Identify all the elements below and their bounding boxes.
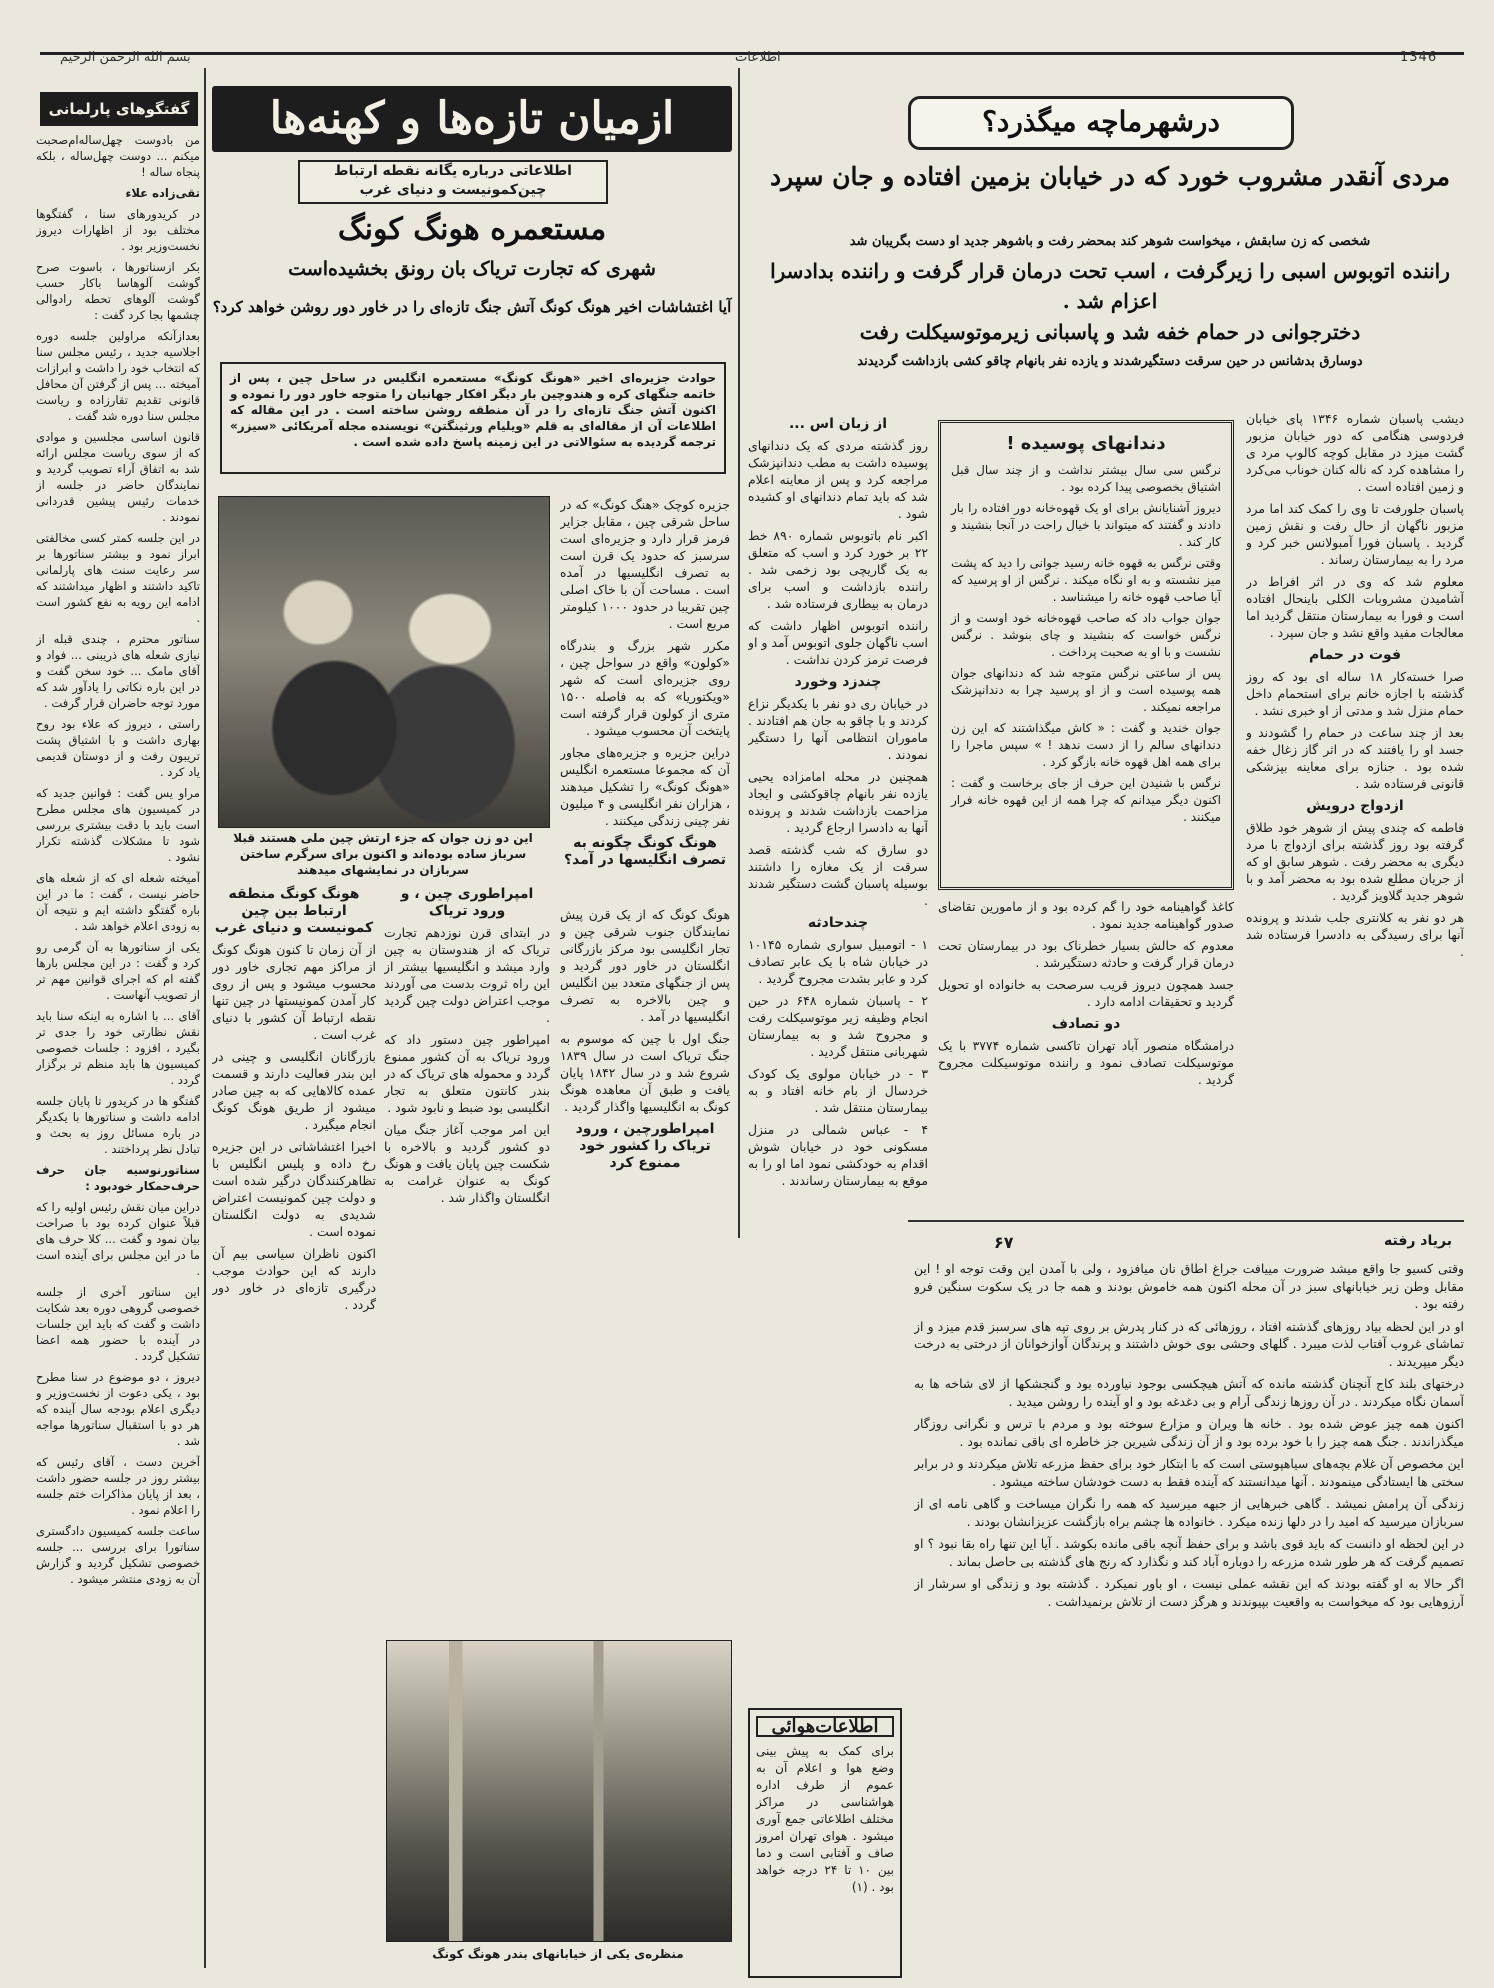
paragraph: این امر موجب آغاز جنگ میان دو کشور گردید و بالاخره با شکست چین پایان یافت و هونگ کونگ به عنوان غرامت به انگلستان واگذار شد .	[384, 1122, 550, 1205]
column-rule-2	[738, 68, 740, 1238]
hongkong-column-a	[560, 496, 730, 906]
paragraph: اکنون ناظران سیاسی بیم آن دارند که این حوادث موجب درگیری تازه‌ای در خاور دور گردد .	[212, 1246, 376, 1312]
paragraph: اکنون همه چیز عوض شده بود . خانه ها ویران و مزارع سوخته بود و مردم با ترس و نگرانی روزگار میگذراندند . جنگ همه چیز را با خود برده بود و از آن زندگی شیرین جز خاطره ای باقی نمانده بود .	[914, 1416, 1464, 1449]
subheading-marriage: ازدواج درویش	[1306, 798, 1404, 814]
city-column-2	[748, 410, 928, 1700]
sidebar-paragraph: در کریدورهای سنا ، گفتگوها مختلف بود از اظهارات دیروز نخست‌وزیر بود .	[36, 207, 200, 253]
paragraph: جوان جواب داد که صاحب قهوه‌خانه خود اوست و از نرگس خواست که بنشیند و چای بنوشد . نرگس نشست و با او به صحبت پرداخت .	[951, 611, 1221, 659]
paragraph: راننده اتوبوس اظهار داشت که اسب ناگهان جلوی اتوبوس آمد و او فرصت ترمز کردن نداشت .	[748, 618, 928, 667]
masthead-center-text: اطلاعات	[735, 50, 781, 65]
paragraph: فاطمه که چندی پیش از شوهر خود طلاق گرفته بود روز گذشته برای ازدواج با مرد دیگری به محضر رفت . شوهر سابق او که از جریان مطلع شده بود به محضر آمد و با شوهر جدید گلاویز گردید .	[1246, 820, 1464, 903]
masthead-right-text: 1346	[1400, 50, 1438, 65]
paragraph: امپراطور چین دستور داد که ورود تریاک به آن کشور ممنوع گردد و محموله های تریاک که در بندر کانتون متعلق به تجار انگلیسی بود ضبط و نابود شود .	[384, 1032, 550, 1115]
headline-ex-wife: شخصی که زن سابقش ، میخواست شوهر کند بمحضر رفت و باشوهر جدید او دست بگریبان شد	[849, 234, 1371, 249]
sidebar-paragraph: گفتگو ها در کریدور تا پایان جلسه ادامه داشت و سناتورها با یکدیگر در باره مسائل روز به بحث و تبادل نظر پرداختند .	[36, 1094, 200, 1156]
paragraph: دیروز آشنایانش برای او یک قهوه‌خانه دور افتاده را بار دادند و گفتند که میتواند با خیال راحت در آنجا بنشیند و کار کند .	[951, 501, 1221, 549]
subheading-emperor: امپراطورچین ، ورود تریاک را کشور خود ممنوع کرد	[575, 1121, 715, 1171]
subheading-incidents: چندحادثه	[807, 915, 869, 931]
sidebar-paragraph: راستی ، دیروز که علاء بود روح بهاری داشت و با اشتیاق پشت تریبون رفت و از دوستان قدیمی یاد کرد .	[36, 717, 200, 779]
paragraph: جسد همچون دیروز قریب سرصحت به خانواده او تحویل گردید و تحقیقات ادامه دارد .	[938, 977, 1234, 1009]
masthead-left-text: بسم الله الرحمن الرحیم	[60, 50, 191, 65]
article-lead-box: حوادث جزیره‌ای اخیر «هونگ کونگ» مستعمره انگلیس در ساحل چین ، پس از خاتمه جنگهای کره و هندوچین بار دیگر افکار جهانیان را متوجه خاور دور را نموده و اکنون آتش جنگ تازه‌ای را در آن منطقه روشن ساخته است . در این مقاله که اطلاعات آن از مقاله‌ای به قلم «ویلیام ورثینگتن» نویسنده مجله آمریکائی «سیزر» ترجمه گردیده به سئوالاتی در این زمینه پاسخ داده شده است .	[220, 362, 726, 474]
headline-thieves: دوسارق بدشانس در حین سرقت دستگیرشدند و یازده نفر بانهام چاقو کشی بازداشت گردیدند	[857, 354, 1363, 369]
paragraph: دو سارق که شب گذشته قصد سرقت از یک مغازه را داشتند بوسیله پاسبان گشت دستگیر شدند .	[748, 842, 928, 908]
paragraph: نرگس با شنیدن این حرف از جای برخاست و گفت : اکنون دیگر میدانم که چرا همه از این قهوه خانه فرار میکنند .	[951, 776, 1221, 824]
paragraph: بعد از چند ساعت در حمام را گشودند و جسد او را یافتند که در اثر گاز زغال خفه شده بود . جنازه برای معاینه بپزشکی قانونی فرستاده شد .	[1246, 725, 1464, 791]
paragraph: اگر حالا به او گفته بودند که این نقشه عملی نیست ، او باور نمیکرد . گذشته بود و زندگی او سرشار از آرزوهایی بود که میخواست به واقعیت بپیوندند و هرگز دست از تلاش برنمیداشت .	[914, 1576, 1464, 1609]
paragraph: روز گذشته مردی که یک دندانهای پوسیده داشت به مطب دندانپزشک مراجعه کرد و پس از معاینه اعلام شد که باید تمام دندانهای او کشیده شود .	[748, 438, 928, 521]
subheading-opium-entry: امپراطوری چین ، و ورود تریاک	[400, 886, 534, 919]
sidebar-paragraph: مراو یس گفت : قوانین جدید که در کمیسیون های مجلس مطرح است باید با دقت بیشتری بررسی شود تا مشکلات گذشته تکرار نشود .	[36, 786, 200, 864]
photo-caption-women-soldiers: این دو زن جوان که جزء ارتش چین ملی هستند قبلا سرباز ساده بوده‌اند و اکنون برای سرگرم ساختن سربازان در نمایشهای میدهند	[233, 831, 533, 877]
paragraph: هر دو نفر به کلانتری جلب شدند و پرونده آنها برای رسیدگی به دادسرا فرستاده شد .	[1246, 910, 1464, 959]
headline-drunk-man: مردی آنقدر مشروب خورد که در خیابان بزمین افتاده و جان سپرد	[769, 162, 1451, 191]
sidebar-paragraph: یکی از سناتورها به آن گرمی رو کرد و گفت : در این مجلس بارها گفته ام که اجرای قوانین مهم تر از تصویب آنهاست .	[36, 940, 200, 1002]
headline-girl-bath: دخترجوانی در حمام خفه شد و پاسبانی زیرموتوسیکلت رفت	[859, 320, 1361, 344]
paragraph: در خیابان ری دو نفر با یکدیگر نزاع کردند و با چاقو به جان هم افتادند . ماموران انتظامی آنها را دستگیر نمودند .	[748, 696, 928, 762]
sidebar-names: تقی‌زاده علاء	[125, 186, 200, 200]
sidebar-paragraph: این سناتور آخری از جلسه خصوصی گروهی دوره بعد شکایت داشت و گفت که باید این جلسات در آینده با حضور همه اعضا تشکیل گردد .	[36, 1285, 200, 1363]
paragraph: نرگس سی سال بیشتر نداشت و از چند سال قبل اشتیاق بخصوصی پیدا کرده بود .	[951, 463, 1221, 494]
hongkong-column-c	[212, 880, 376, 1970]
headline-bus-horse: راننده اتوبوس اسبی را زیرگرفت ، اسب تحت درمان قرار گرفت و راننده بدادسرا اعزام شد .	[770, 259, 1450, 313]
serial-title: بریاد رفته	[1384, 1233, 1452, 1249]
sidebar-paragraph: من بادوست چهل‌ساله‌ام‌صحبت میکنم ... دوست چهل‌ساله ، بلکه پنجاه ساله !	[36, 133, 200, 179]
paragraph: معلوم شد که وی در اثر افراط در آشامیدن مشروبات الکلی باینحال افتاده است و فورا به بیمارستان منتقل گردید اما معالجات مفید واقع نشد و جان سپرد .	[1246, 574, 1464, 640]
paragraph: صرا خسته‌کار ۱۸ ساله ای بود که روز گذشته با اجازه خانم برای استحمام داخل حمام منزل شد و مدتی از او خبری نشد .	[1246, 669, 1464, 718]
weather-info-box	[748, 1708, 902, 1978]
sidebar-paragraph: در این جلسه کمتر کسی مخالفتی ابراز نمود و بیشتر سناتورها بر سر رعایت سنت های پارلمانی تاکید داشتند و اظهار میداشتند که ادامه این رویه به نفع کشور است .	[36, 531, 200, 625]
rotten-teeth-title: دندانهای پوسیده !	[1006, 433, 1166, 454]
sidebar-paragraph: سناتور محترم ، چندی قبله از نیازی شعله های ذریبنی ... فواد و آقای مامک ... خود سخن گفت و در این باره نکاتی را یادآور شد که مورد توجه حاضران قرار گرفت .	[36, 632, 200, 710]
section-banner-old-and-new: ازمیان تازه‌ها و کهنه‌ها	[212, 86, 732, 152]
sidebar-paragraph: قانون اساسی مجلسین و موادی که از سوی ریاست مجلس ارائه شد به اتفاق آراء تصویب گردید و نمایندگان حاضر در جلسه از خدمات رئیس پیشین قدردانی نمودند .	[36, 430, 200, 524]
sidebar-paragraph: آخرین دست ، آقای رئیس که بیشتر روز در جلسه حضور داشت ، بعد از پایان مذاکرات ختم جلسه را اعلام نمود .	[36, 1455, 200, 1517]
paragraph: جوان خندید و گفت : « کاش میگذاشتند که این زن دندانهای سالم را از دست ندهد ! » سپس ماجرا را برای همه اهل قهوه خانه بازگو کرد .	[951, 721, 1221, 769]
rotten-teeth-box	[938, 420, 1234, 890]
paragraph: وقتی کسیو جا واقع میشد ضرورت مییافت جراغ اطاق نان‌ میافزود ، ولی با آمدن این وقت توجه او ! این مقابل وطن زیر خیابانهای سبز در آن محله اکنون همه خاموش بودند و همه جا در یک سکوت سنگین فرو رفته بود .	[914, 1261, 1464, 1311]
section-banner-city-news: درشهرماچه میگذرد؟	[908, 96, 1294, 150]
sidebar-banner: گفتگوهای پارلمانی	[40, 92, 198, 126]
photo-hongkong-street	[386, 1640, 732, 1942]
article-kicker-box: اطلاعاتی درباره یگانه نقطه ارتباط چین‌کمونیست و دنیای غرب	[298, 160, 608, 204]
hongkong-column-b	[384, 880, 550, 1630]
paragraph: ۳ - در خیابان مولوی یک کودک خردسال از بام خانه افتاد و به بیمارستان منتقل شد .	[748, 1066, 928, 1115]
sidebar-column	[36, 132, 200, 1972]
sidebar-paragraph: آقای ... با اشاره به اینکه سنا باید نقش نظارتی خود را جدی تر بگیرد ، افزود : جلسات خصوصی کمیسیون ها باید منظم تر برگزار گردد .	[36, 1009, 200, 1087]
paragraph: زندگی آن پرامش نمیشد . گاهی خبرهایی از جبهه میرسید که همه را نگران میساخت و گاهی نامه ای از سربازان میرسید که امید را در دلها زنده میکرد . خانواده ها چشم براه بازگشت عزیزانشان بودند .	[914, 1496, 1464, 1529]
city-column-1	[1246, 410, 1464, 1210]
paragraph: کاغذ گواهینامه خود را گم کرده بود و از مامورین تقاضای صدور گواهینامه جدید نمود .	[938, 899, 1234, 931]
city-column-3	[938, 898, 1234, 1214]
paragraph: ۴ - عباس شمالی در منزل مسکونی خود در خیابان شوش اقدام به خودکشی نمود اما او را به موقع به بیمارستان رساندند .	[748, 1122, 928, 1188]
paragraph: معدوم که حالش بسیار خطرناک بود در بیمارستان تحت درمان قرار گرفت و حادثه دستگیرشد .	[938, 938, 1234, 970]
paragraph: ۱ - اتومبیل سواری شماره ۱۰۱۴۵ در خیابان شاه با یک عابر تصادف کرد و عابر بشدت مجروح گردید .	[748, 937, 928, 986]
paragraph: دراین جزیره و جزیره‌های مجاور آن که مجموعا مستعمره انگلیس «هونگ کونگ» را تشکیل میدهند ، هزاران نفر انگلیسی و ۴ میلیون نفر چینی زندگی میکنند .	[560, 745, 730, 828]
subheading-death-bath: فوت در حمام	[1309, 647, 1401, 663]
article-headline-hongkong: مستعمره هونگ کونگ	[337, 212, 607, 247]
paragraph: اکبر نام باتوبوس شماره ۸۹۰ خط ۲۲ بر خورد کرد و اسب که متعلق به یک گاریچی بود زخمی شد . راننده بازداشت و اسب برای درمان به بیطاری فرستاده شد .	[748, 528, 928, 611]
subheading-how-taken: هونگ کونگ چگونه به تصرف انگلیسها در آمد؟	[564, 835, 726, 868]
sidebar-paragraph: بعدازآنکه مراولین جلسه دوره اجلاسیه جدید ، رئیس مجلس سنا که انتخاب خود را داشت و ابرازات آمیخته ... پس از گرفتن آن محافل قانونی تقدیم تقارزاده و ریاست مجلس سنا دوره شد گفت .	[36, 329, 200, 423]
paragraph: او در این لحظه بیاد روزهای گذشته افتاد ، روزهائی که در کنار پدرش بر روی تپه های سرسبز قدم میزد و از تماشای غروب آفتاب لذت میبرد . گلهای وحشی بوی خوش داشتند و پرندگان آوازخوانان از درختی به درخت دیگر میپریدند .	[914, 1318, 1464, 1369]
sidebar-paragraph: بکر ازسناتورها ، باسوت صرح گوشت آلوهاسا باکار حسب گوشت آلوهای تحطه رادوالی چشمها بجا کرد گفت :	[36, 260, 200, 322]
paragraph: وقتی نرگس به قهوه خانه رسید جوانی را دید که پشت میز نشسته و به او نگاه میکند . نرگس از او پرسید که آیا صاحب قهوه خانه را میشناسد .	[951, 556, 1221, 604]
bottom-section-rule	[908, 1220, 1464, 1222]
paragraph: همچنین در محله امامزاده یحیی یازده نفر بانهام چاقوکشی و ایجاد مزاحمت بازداشت شدند و پرونده آنها به دادسرا ارجاع گردید .	[748, 769, 928, 835]
sidebar-paragraph: آمیخته شعله ای که از شعله های حاضر نیست ، گفت : ما در این باره گفتگو داشته ایم و نتیجه آن به زودی اعلام خواهد شد .	[36, 871, 200, 933]
paragraph: ۲ - پاسبان شماره ۶۴۸ در حین انجام وظیفه زیر موتوسیکلت رفت و مجروح شد و به بیمارستان شهربانی منتقل گردید .	[748, 993, 928, 1059]
paragraph: دیشب پاسبان شماره ۱۳۴۶ پای خیابان فردوسی هنگامی که دور خیابان مزبور گشت میزد در مقابل کوچه کالوپ مرد ی را مشاهده کرد که ناله کنان خوناب می‌کرد و زمین افتاده است .	[1246, 411, 1464, 494]
photo-two-women-soldiers	[218, 496, 550, 828]
paragraph: در این لحظه او دانست که باید قوی باشد و برای حفظ آنچه باقی مانده بکوشد . آیا این تنها راه بقا نبود ؟ او تصمیم گرفت که هر طور شده مزرعه را دوباره آباد کند و نگذارد که رنج های گذشته بی حاصل بماند .	[914, 1536, 1464, 1569]
subheading-fights: چندزد وخورد	[794, 674, 882, 690]
hongkong-column-a2	[560, 906, 730, 1436]
sidebar-paragraph: دراین میان نقش رئیس‌ اولیه را که قبلاً عنوان کرده بود با صراحت بیان نمود و گفت ... کلا حرف های ما در این مجلس برای آینده است .	[36, 1200, 200, 1278]
paragraph: جنگ اول با چین که موسوم به جنگ تریاک است در سال ۱۸۳۹ شروع شد و در سال ۱۸۴۲ پایان یافت و طبق آن معاهده هونگ کونگ به انگلیسیها واگذار گردید .	[560, 1031, 730, 1114]
paragraph: پاسبان جلورفت تا وی را کمک کند اما مرد مزبور ناگهان از حال رفت و نقش زمین گردید . پاسبان فورا آمبولانس خبر کرد و مرد را به بیمارستان رساند .	[1246, 501, 1464, 567]
subheading-link-point: هونگ کونگ منطقه ارتباط بین چین کمونیست و دنیای غرب	[214, 886, 374, 936]
subheading-from-tongue: از زبان اس ...	[788, 416, 888, 432]
sidebar-paragraph: ساعت جلسه کمیسیون دادگستری سناتورا برای بررسی ... جلسه خصوصی تشکیل گردید و گزارش آن به زودی منتشر میشود .	[36, 1524, 200, 1586]
sidebar-paragraph: سناتورنوسیه جان حرف‌ حرف‌حمکار خودبود :	[36, 1163, 200, 1193]
photo-caption-street: منظره‌ی یکی از خیابانهای بندر هونگ کونگ	[432, 1947, 684, 1961]
paragraph: جزیره کوچک «هنگ کونگ» که در ساحل شرقی چین ، مقابل جزایر فرمز قرار دارد و جزیره‌ای است سرسبز که حدود یک قرن است به تصرف انگلیسیها در آمده است . مساحت آن با خاک اصلی چین تقریبا در حدود ۱۰۰۰ کیلومتر مربع است .	[560, 497, 730, 631]
serial-story-column	[914, 1260, 1464, 1972]
paragraph: درامشگاه منصور آباد تهران تاکسی شماره ۳۷۷۴ با یک موتوسیکلت تصادف نمود و راننده موتوسیکلت مجروح گردید .	[938, 1038, 1234, 1087]
paragraph: این مخصوص آن غلام بچه‌های سیاهپوستی است که با ابتکار خود برای حفظ مزرعه تلاش میکردند و در برابر سختی ها ایستادگی مینمودند . آنها میدانستند که آینده فقط به دست خودشان ساخته میشود .	[914, 1456, 1464, 1489]
article-question-headline: آیا اغتشاشات اخیر هونگ کونگ آتش جنگ تازه‌ای را در خاور دور روشن خواهد کرد؟	[212, 298, 732, 316]
paragraph: مکرر شهر بزرگ و بندرگاه «کولون» واقع در سواحل چین ، روی جزیره‌ای است که شهر «ویکتوریا» که به فاصله ۱۵۰۰ متری از کولون قرار گرفته است پایتخت آن محسوب میشود .	[560, 638, 730, 738]
weather-info-text: برای کمک به پیش بینی وضع هوا و اعلام آن به عموم از طرف اداره هواشناسی در مراکز مختلف اطلاعاتی جمع آوری میشود . هوای تهران امروز صاف و آفتابی است و دما بین ۱۰ تا ۲۴ درجه خواهد بود . (۱)	[756, 1744, 894, 1894]
sidebar-paragraph: دیروز ، دو موضوع در سنا مطرح بود ، یکی دعوت از نخست‌وزیر و دیگری اعلام بودجه سال آینده که هر دو با استقبال سناتورها مواجه شد .	[36, 1370, 200, 1448]
weather-info-title: اطلاعات‌هوائی	[756, 1716, 894, 1737]
subheading-two-accidents: دو تصادف	[1051, 1016, 1121, 1032]
paragraph: بازرگانان انگلیسی و چینی در این بندر فعالیت دارند و قسمت عمده کالاهایی که به چین صادر میشود از طریق هونگ کونگ انجام میگیرد .	[212, 1049, 376, 1132]
article-subheadline-opium: شهری که تجارت تریاک بان رونق بخشیده‌است	[288, 258, 656, 280]
paragraph: درختهای بلند کاج آنچنان گذشته مانده که آتش هیچکسی بوجود نیاورده بود و گنجشکها از لای شاخه ها به آسمان نگاه میکردند . در آن روزها زندگی آرام و بی دغدغه بود و او آینده را روشن میدید .	[914, 1376, 1464, 1409]
paragraph: پس از ساعتی نرگس متوجه شد که دندانهای جوان همه پوسیده است و از او پرسید چرا به دندانپزشک مراجعه نمیکند .	[951, 666, 1221, 714]
paragraph: اخیرا اغتشاشاتی در این جزیره رخ داده و پلیس انگلیس با تظاهرکنندگان درگیر شده است و دولت چین کمونیست اعتراض شدیدی به دولت انگلستان نموده است .	[212, 1139, 376, 1239]
column-rule-1	[204, 68, 206, 1968]
paragraph: در ابتدای قرن نوزدهم تجارت تریاک که از هندوستان به چین وارد میشد و انگلیسیها بیشتر از این راه ثروت بدست می آوردند موجب اعتراض دولت چین گردید .	[384, 925, 550, 1025]
page-number: ۶۷	[994, 1233, 1014, 1252]
paragraph: هونگ کونگ که از یک قرن پیش نمایندگان جنوب شرقی چین و تجار انگلیسی بود مرکز بازرگانی انگلستان در خاور دور گردید و پس از جنگهای متعدد بین انگلیس و چین بالاخره به تصرف انگلیسیها در آمد .	[560, 907, 730, 1024]
paragraph: از آن زمان تا کنون هونگ کونگ از مراکز مهم تجاری خاور دور محسوب میشود و پس از روی کار آمدن کمونیستها در چین تنها نقطه ارتباط آن کشور با دنیای غرب است .	[212, 942, 376, 1042]
